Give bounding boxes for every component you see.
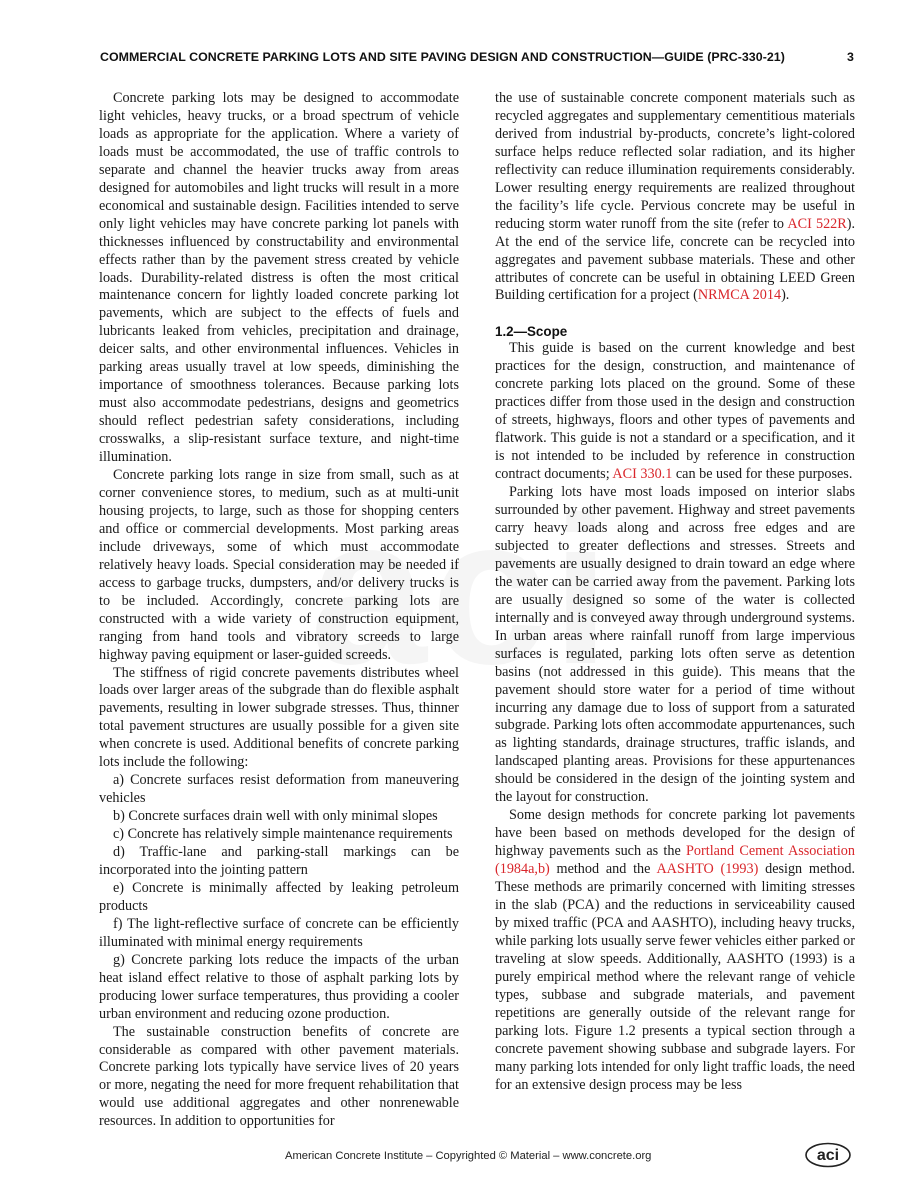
left-column (99, 90, 459, 1131)
aci-logo-icon (803, 1142, 855, 1168)
text-run: the use of sustainable concrete component materials such as recycled aggregates and supplementary cementitious materials derived from industrial by-products, concrete’s light-colored surface helps reduce reflected solar radiation, and its higher reflectivity can reduce illumination requirements considerably. Lower resulting energy requirements are realized throughout the facility’s life cycle. Pervious concrete may be useful in reducing storm water runoff from the site (refer to (495, 90, 855, 232)
list-item: e) Concrete is minimally affected by leaking petroleum products (99, 879, 459, 914)
text-run: This guide is based on the current knowledge and best practices for the design, construction, and maintenance of concrete parking lots placed on the ground. Some of these practices differ from those used in the design and construction of streets, highways, floors and other types of pavements and flatwork. This guide is not a standard or a specification, and it is not intended to be included by reference in construction contract documents; (495, 340, 855, 483)
list-item: b) Concrete surfaces drain well with only minimal slopes (113, 808, 438, 825)
right-column (495, 90, 855, 1094)
text-run: ). At the end of the service life, concrete can be recycled into aggregates and pavement subbase materials. These and other attributes of concrete can be useful in obtaining LEED Green Building certification for a project ( (495, 215, 856, 304)
running-header (100, 50, 860, 64)
section-heading: 1.2—Scope (495, 324, 568, 340)
text-run: can be used for these purposes. (672, 466, 853, 483)
text-run: Some design methods for concrete parking lot pavements have been based on methods developed for the design of highway pavements such as the (495, 807, 855, 860)
paragraph: The stiffness of rigid concrete pavements distributes wheel loads over larger areas of the subgrade than do flexible asphalt pavements, resulting in lower subgrade stresses. Thus, thinner total pavement structures are usually possible for a given site when concrete is used. Additional benefits of concrete parking lots include the following: (99, 664, 459, 771)
list-item: a) Concrete surfaces resist deformation from maneuvering vehicles (99, 772, 459, 807)
reference-link-pca[interactable]: Portland Cement Association (1984a,b) (495, 843, 855, 878)
paragraph (495, 340, 855, 484)
paragraph: The sustainable construction benefits of concrete are considerable as compared with other pavement materials. Concrete parking lots typically have service lives of 20 years or more, negating the need for more frequent rehabilitation that would use additional aggregates and other nonrenewable resources. In addition to opportunities for (99, 1023, 459, 1130)
reference-link-nrmca-2014[interactable]: NRMCA 2014 (697, 287, 782, 304)
running-header-title: COMMERCIAL CONCRETE PARKING LOTS AND SITE PAVING DESIGN AND CONSTRUCTION—GUIDE (PRC-330-21) (100, 50, 785, 64)
reference-link-aashto[interactable]: AASHTO (1993) (656, 861, 759, 878)
paragraph (495, 90, 855, 305)
paragraph: Concrete parking lots range in size from small, such as at corner convenience stores, to medium, such as at multi-unit housing projects, to large, such as those for shopping centers and office or commercial developments. Most parking areas include driveways, some of which must accommodate relatively heavy loads. Special consideration may be needed if access to garbage trucks, dumpsters, and/or delivery trucks is to be included. Accordingly, concrete parking lots are constructed with a wide variety of construction equipment, ranging from hand tools and vibratory screeds to large highway paving equipment or laser-guided screeds. (99, 467, 459, 663)
paragraph (495, 807, 855, 1094)
paragraph: Concrete parking lots may be designed to accommodate light vehicles, heavy trucks, or a broad spectrum of vehicle loads as appropriate for the application. Where a variety of loads must be accommodated, the use of traffic controls to separate and channel the heavier trucks away from areas designed for automobiles and light trucks will result in a more economical and sustainable design. Facilities intended to serve only light vehicles may have concrete parking lot panels with thicknesses influenced by constructability and environmental effects rather than by the pavement stress created by vehicle loads. Durability-related distress is often the most critical maintenance concern for lightly loaded concrete parking lot pavements, which are subject to the effects of fuels and lubricants leaked from vehicles, precipitation and drainage, deicer salts, and other environmental influences. Vehicles in parking areas usually travel at low speeds, diminishing the importance of smoothness tolerances. Because parking lots must also accommodate pedestrians, designs and geometrics should reflect pedestrian safety considerations, including crosswalks, a slip-resistant surface texture, and night-time illumination. (99, 90, 459, 466)
list-item: g) Concrete parking lots reduce the impacts of the urban heat island effect relative to those of asphalt parking lots by producing lower surface temperatures, thus providing a cooler urban environment and reducing ozone production. (99, 951, 459, 1022)
text-run: ). (781, 287, 790, 304)
list-item: c) Concrete has relatively simple maintenance requirements (113, 826, 453, 843)
footer-copyright: American Concrete Institute – Copyrighted © Material – www.concrete.org (285, 1150, 652, 1162)
list-item: d) Traffic-lane and parking-stall markings can be incorporated into the jointing pattern (99, 844, 459, 878)
list-item: f) The light-reflective surface of concrete can be efficiently illuminated with minimal energy requirements (99, 915, 459, 950)
paragraph: Parking lots have most loads imposed on interior slabs surrounded by other pavement. Highway and street pavements carry heavy loads along and across free edges and are subjected to greater deflections and stresses. Streets and pavements are usually designed to drain toward an edge where the water can be carried away from the pavement. Parking lots are usually designed so some of the water is collected internally and is conveyed away through underground systems. In urban areas where rainfall runoff from large impervious surfaces is regulated, parking lots often serve as detention basins (not addressed in this guide). This means that the pavement should store water for a period of time without incurring any damage due to loss of support from a saturated subgrade. Parking lots often accommodate appurtenances, such as lighting standards, drainage structures, traffic islands, and landscaped planting areas. Provisions for these appurtenances should be considered in the design of the jointing system and the layout for construction. (495, 484, 855, 806)
page-number: 3 (847, 50, 854, 64)
text-run: method and the (549, 861, 657, 878)
reference-link-aci-522r[interactable]: ACI 522R (787, 215, 847, 232)
reference-link-aci-330-1[interactable]: ACI 330.1 (612, 466, 673, 483)
text-run: design method. These methods are primarily concerned with limiting stresses in the slab (PCA) and the reductions in serviceability caused by mixed traffic (PCA and AASHTO), including heavy trucks, while parking lots usually serve fewer vehicles either parked or traveling at slow speeds. Additionally, AASHTO (1993) is a purely empirical method where the relevant range of vehicle types, subbase and subgrade materials, and pavement repetitions are generally outside of the relevant range for parking lots. Figure 1.2 presents a typical section through a concrete pavement showing subbase and subgrade layers. For many parking lots intended for only light traffic loads, the need for an extensive design process may be less (495, 861, 856, 1093)
svg-text:aci: aci (816, 1147, 840, 1164)
